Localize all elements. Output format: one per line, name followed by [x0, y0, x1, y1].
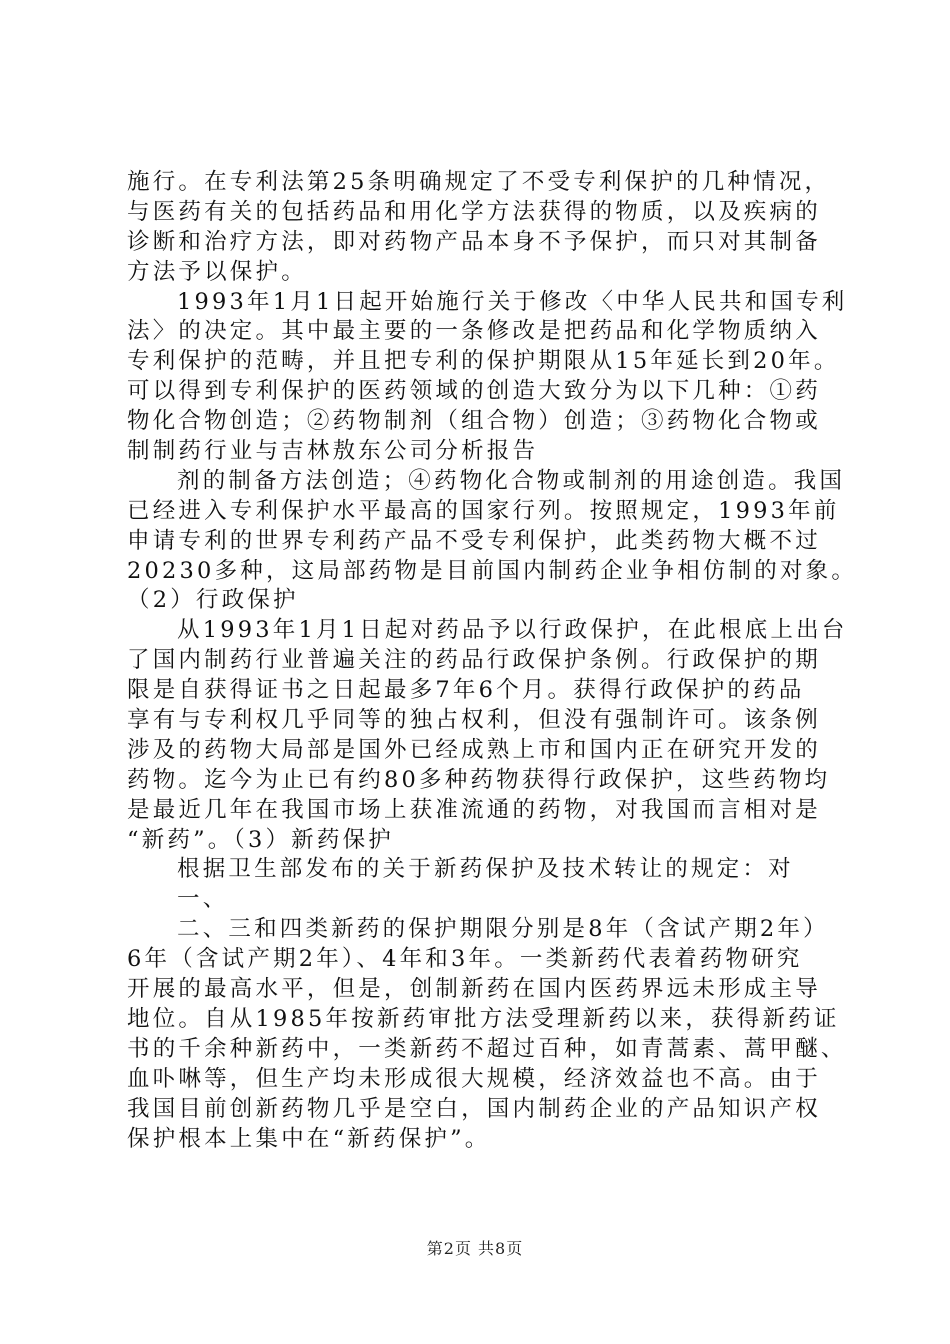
page-footer: 第2页 共8页	[426, 1239, 524, 1258]
text-line: 我国目前创新药物几乎是空白，国内制药企业的产品知识产权	[127, 1095, 821, 1122]
text-line: 书的千余种新药中，一类新药不超过百种，如青蒿素、蒿甲醚、	[127, 1035, 847, 1062]
text-line: （2）行政保护	[127, 587, 299, 614]
text-line: “新药”。（3）新药保护	[127, 826, 394, 853]
text-line: 诊断和治疗方法，即对药物产品本身不予保护，而只对其制备	[127, 228, 821, 255]
text-line: 6年（含试产期2年）、4年和3年。一类新药代表着药物研究	[127, 946, 803, 973]
text-line: 地位。自从1985年按新药审批方法受理新药以来，获得新药证	[127, 1005, 840, 1032]
text-line: 剂的制备方法创造；④药物化合物或制剂的用途创造。我国	[177, 467, 846, 494]
text-line: 已经进入专利保护水平最高的国家行列。按照规定，1993年前	[127, 497, 840, 524]
text-line: 限是自获得证书之日起最多7年6个月。获得行政保护的药品	[127, 677, 805, 704]
document-body	[127, 168, 858, 1154]
text-line: 二、三和四类新药的保护期限分别是8年（含试产期2年）	[177, 916, 829, 943]
text-line: 专利保护的范畴，并且把专利的保护期限从15年延长到20年。	[127, 348, 840, 375]
text-line: 可以得到专利保护的医药领域的创造大致分为以下几种：①药	[127, 378, 821, 405]
text-line: 施行。在专利法第25条明确规定了不受专利保护的几种情况，	[127, 169, 831, 195]
text-line: 从1993年1月1日起对药品予以行政保护，在此根底上出台	[177, 617, 848, 644]
text-line: 享有与专利权几乎同等的独占权利，但没有强制许可。该条例	[127, 707, 821, 734]
text-line: 是最近几年在我国市场上获准流通的药物，对我国而言相对是	[127, 796, 821, 823]
text-line: 了国内制药行业普遍关注的药品行政保护条例。行政保护的期	[127, 647, 821, 674]
text-line: 药物。迄今为止已有约80多种药物获得行政保护，这些药物均	[127, 766, 831, 793]
text-line: 与医药有关的包括药品和用化学方法获得的物质，以及疾病的	[127, 198, 821, 225]
text-line: 20230多种，这局部药物是目前国内制药企业争相仿制的对象。	[127, 557, 858, 584]
text-line: 方法予以保护。	[127, 258, 307, 285]
text-line: 血卟啉等，但生产均未形成很大规模，经济效益也不高。由于	[127, 1065, 821, 1092]
text-line: 法〉的决定。其中最主要的一条修改是把药品和化学物质纳入	[127, 318, 821, 345]
text-line: 开展的最高水平，但是，创制新药在国内医药界远未形成主导	[127, 976, 821, 1003]
text-line: 根据卫生部发布的关于新药保护及技术转让的规定：对	[177, 856, 794, 883]
text-line: 保护根本上集中在“新药保护”。	[127, 1125, 491, 1152]
text-line: 一、	[177, 886, 229, 913]
text-line: 涉及的药物大局部是国外已经成熟上市和国内正在研究开发的	[127, 736, 821, 763]
text-line: 物化合物创造；②药物制剂（组合物）创造；③药物化合物或	[127, 408, 821, 435]
text-line: 制制药行业与吉林敖东公司分析报告	[127, 438, 539, 465]
text-line: 1993年1月1日起开始施行关于修改〈中华人民共和国专利	[177, 288, 848, 315]
text-line: 申请专利的世界专利药产品不受专利保护，此类药物大概不过	[127, 527, 821, 554]
